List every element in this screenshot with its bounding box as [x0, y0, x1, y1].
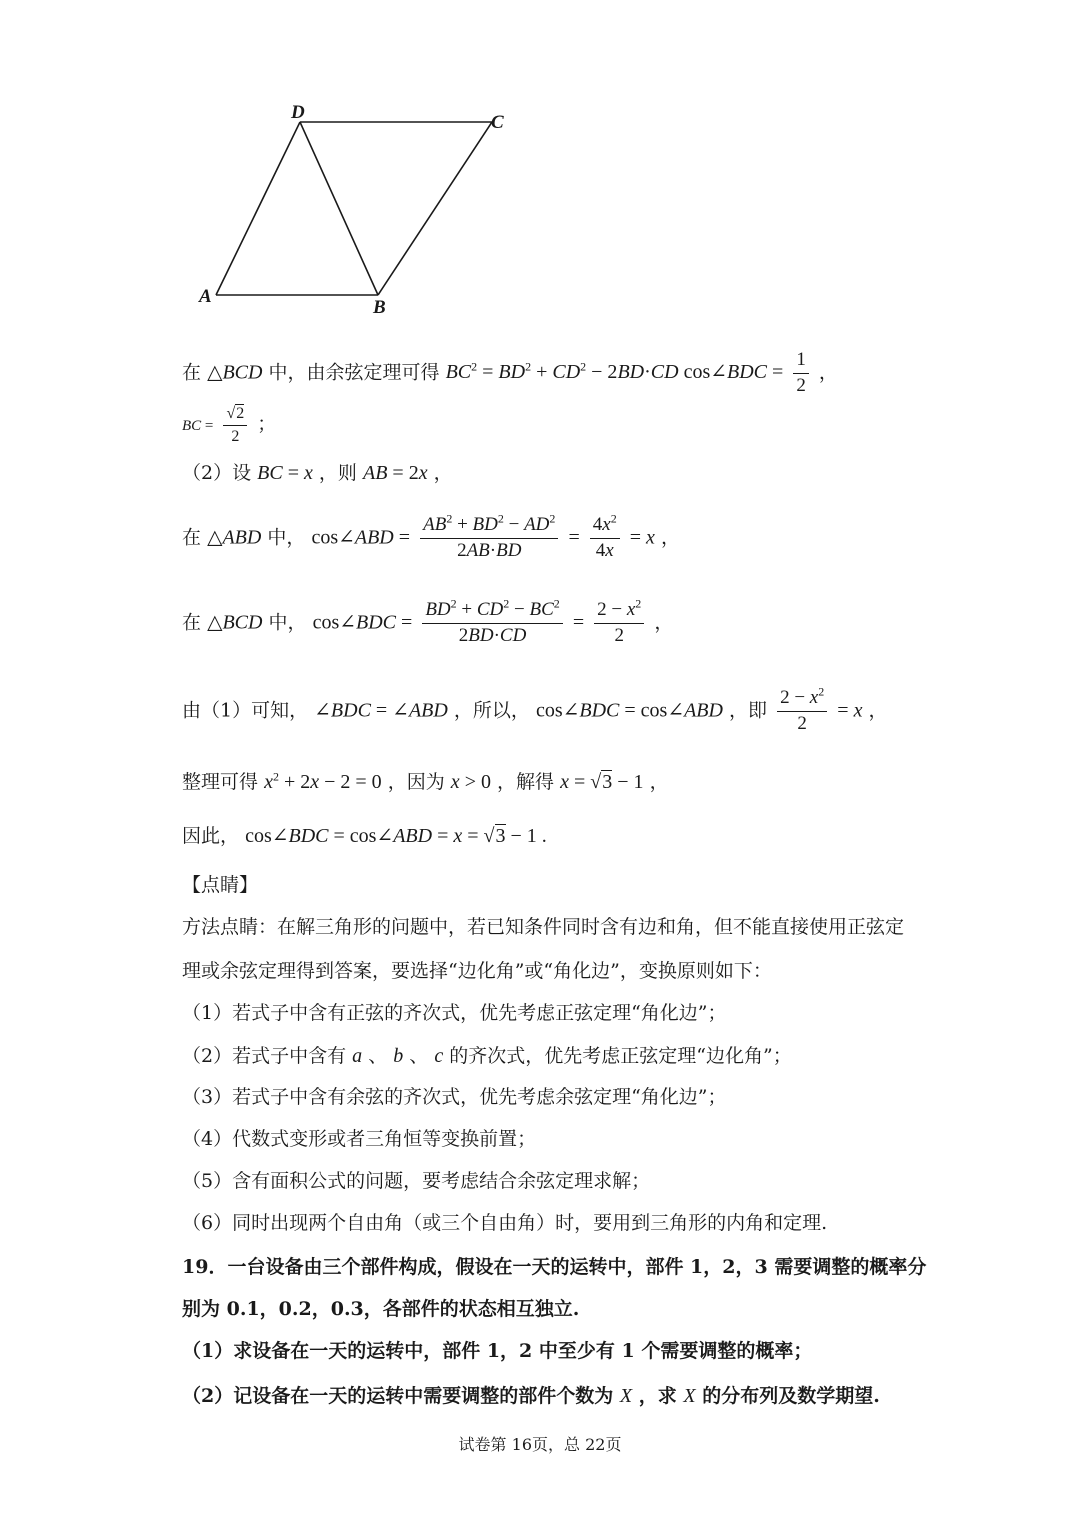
question-19-part-2: （2）记设备在一天的运转中需要调整的部件个数为 X ，求 X 的分布列及数学期望.	[182, 1385, 880, 1407]
comment-point-2: （2）若式子中含有 a 、 b 、 c 的齐次式，优先考虑正弦定理“边化角”；	[182, 1045, 792, 1067]
question-19-line-1: 19．一台设备由三个部件构成，假设在一天的运转中，部件 1，2，3 需要调整的概率分	[182, 1256, 927, 1278]
vertex-label-A: A	[199, 286, 212, 307]
quadrilateral-diagram	[180, 95, 540, 325]
solution-line-2: BC = $\frac{√2}{2}$ ；	[182, 405, 277, 445]
fraction-sqrt2-over-2: $\frac{√2}{2}$	[223, 405, 247, 445]
solution-line-1: 在 △BCD 中，由余弦定理可得 $BC^2 = BD^2 + CD^2 - 2BD\cdot CD$ cos∠BDC = $\frac{1}{2}$ ，	[182, 349, 838, 396]
edge-CB	[378, 122, 492, 295]
page-footer: 试卷第 16页，总 22页	[458, 1435, 622, 1454]
solution-line-4: 在 △ABD 中， cos∠ABD = $\frac{AB^2 + BD^2 - AD^2}{2AB\cdot BD}$ = $\frac{4x^2}{4x}$ = x ，	[182, 511, 680, 561]
edge-DB	[300, 122, 378, 295]
solution-line-3: （2）设 BC = x ，则 AB = 2x ，	[182, 462, 453, 484]
comment-point-4: （4）代数式变形或者三角恒等变换前置；	[182, 1128, 537, 1150]
vertex-label-B: B	[373, 297, 386, 318]
comment-intro-1: 方法点睛：在解三角形的问题中，若已知条件同时含有边和角，但不能直接使用正弦定	[182, 916, 905, 938]
vertex-label-D: D	[291, 102, 305, 123]
fraction-one-half: $\frac{1}{2}$	[793, 350, 809, 397]
question-19-part-1: （1）求设备在一天的运转中，部件 1，2 中至少有 1 个需要调整的概率；	[182, 1340, 813, 1362]
comment-point-3: （3）若式子中含有余弦的齐次式，优先考虑余弦定理“角化边”；	[182, 1086, 727, 1108]
solution-line-7: 整理可得 $x^2 + 2x - 2 = 0$ ，因为 x > 0 ，解得 x = √3 − 1 ，	[182, 769, 669, 793]
comment-title: 【点睛】	[182, 874, 259, 896]
solution-line-8: 因此， cos∠BDC = cos∠ABD = x = √3 − 1 .	[182, 825, 547, 847]
comment-point-5: （5）含有面积公式的问题，要考虑结合余弦定理求解；	[182, 1170, 651, 1192]
solution-line-5: 在 △BCD 中， cos∠BDC = $\frac{BD^2 + CD^2 - BC^2}{2BD\cdot CD}$ = $\frac{2 - x^2}{2}$ ，	[182, 596, 674, 646]
comment-point-1: （1）若式子中含有正弦的齐次式，优先考虑正弦定理“角化边”；	[182, 1002, 727, 1024]
comment-intro-2: 理或余弦定理得到答案，要选择“边化角”或“角化边”，变换原则如下：	[182, 960, 772, 982]
comment-point-6: （6）同时出现两个自由角（或三个自由角）时，要用到三角形的内角和定理.	[182, 1212, 828, 1234]
solution-line-6: 由（1）可知， ∠BDC = ∠ABD ，所以， cos∠BDC = cos∠ABD ，即 $\frac{2 - x^2}{2}$ = x ，	[182, 684, 888, 734]
edge-AD	[216, 122, 300, 295]
vertex-label-C: C	[491, 112, 504, 133]
question-19-line-2: 别为 0.1，0.2，0.3，各部件的状态相互独立.	[182, 1298, 580, 1320]
